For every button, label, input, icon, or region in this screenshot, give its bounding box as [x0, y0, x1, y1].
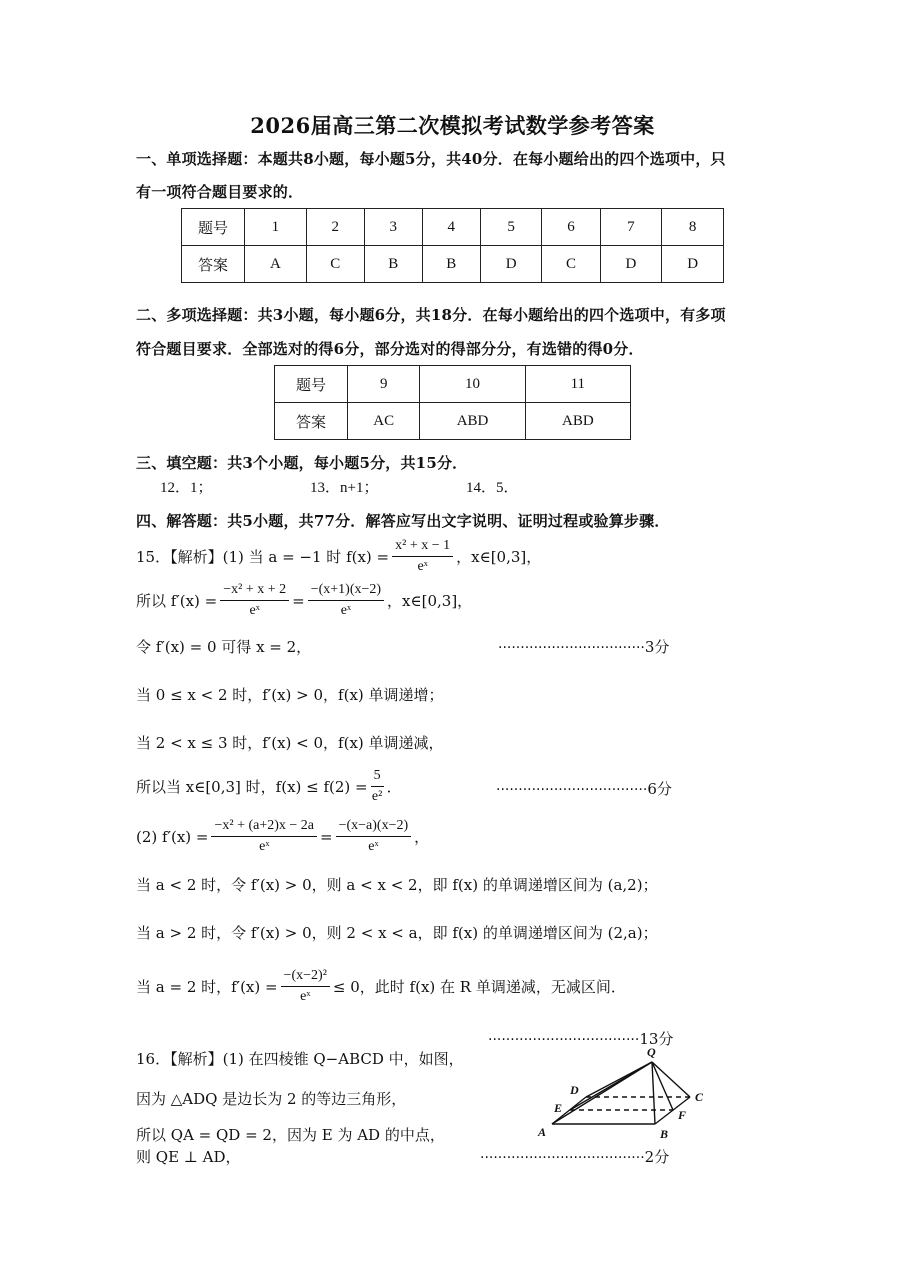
- edge-QF: [652, 1062, 673, 1110]
- table-cell: D: [480, 246, 542, 283]
- numerator: 5: [371, 766, 384, 787]
- table-cell: A: [245, 246, 307, 283]
- table-cell: ABD: [420, 403, 525, 440]
- section3-heading: 三、填空题：共3个小题，每小题5分，共15分．: [136, 454, 468, 472]
- table-cell: 5: [480, 209, 542, 246]
- q16-line2: 因为 △ADQ 是边长为 2 的等边三角形，: [136, 1090, 407, 1108]
- label-E: E: [554, 1101, 563, 1115]
- section4-heading: 四、解答题：共5小题，共77分．解答应写出文字说明、证明过程或验算步骤．: [136, 512, 670, 530]
- denominator: eˣ: [417, 559, 428, 574]
- label-C: C: [695, 1090, 704, 1104]
- q15-domain: ，x∈[0,3]，: [456, 548, 542, 566]
- fill-answer-12: 12．1；: [160, 480, 213, 496]
- q15-line6-pre: 所以当 x∈[0,3] 时，f(x) ≤ f(2) =: [136, 778, 368, 796]
- fraction: [211, 816, 317, 857]
- table-row: [275, 403, 631, 440]
- denominator: eˣ: [300, 989, 311, 1004]
- table-cell: 6: [542, 209, 600, 246]
- edge-QC: [652, 1062, 690, 1097]
- edge-QE: [570, 1062, 652, 1110]
- table-cell: 8: [662, 209, 724, 246]
- q15-line4: 当 0 ≤ x < 2 时，f′(x) > 0，f(x) 单调递增；: [136, 686, 444, 704]
- dot-leader: ··································: [488, 1032, 640, 1048]
- table-cell: 7: [600, 209, 662, 246]
- table-cell: 9: [348, 366, 420, 403]
- numerator: −(x−2)²: [281, 966, 330, 987]
- section2-heading-line1: 二、多项选择题：共3小题，每小题6分，共18分．在每小题给出的四个选项中，有多项: [136, 306, 726, 324]
- denominator: e²: [371, 789, 383, 804]
- section1-answer-table: [181, 208, 724, 283]
- page-title: 2026届高三第二次模拟考试数学参考答案: [250, 113, 655, 138]
- fraction: [308, 580, 384, 621]
- row-label: 答案: [275, 403, 348, 440]
- table-cell: 1: [245, 209, 307, 246]
- score-label: 3分: [644, 638, 670, 656]
- section1-heading-line2: 有一项符合题目要求的．: [136, 183, 304, 201]
- fraction: [336, 816, 412, 857]
- fraction: [220, 580, 289, 621]
- comma: ，: [414, 828, 430, 846]
- fill-answer-13: 13．n+1；: [310, 480, 379, 496]
- q15-line10: [136, 966, 626, 1007]
- q15-line2-pre: 所以 f′(x) =: [136, 592, 218, 610]
- table-cell: 4: [422, 209, 480, 246]
- row-label: 题号: [275, 366, 348, 403]
- table-cell: B: [422, 246, 480, 283]
- table-cell: D: [600, 246, 662, 283]
- score-label: 6分: [647, 780, 672, 798]
- q15-line6: [136, 766, 402, 807]
- denominator: eˣ: [249, 603, 260, 618]
- q16-line3: 所以 QA = QD = 2，因为 E 为 AD 的中点，: [136, 1126, 445, 1144]
- numerator: −(x+1)(x−2): [308, 580, 384, 601]
- section1-heading-line1: 一、单项选择题：本题共8小题，每小题5分，共40分．在每小题给出的四个选项中，只: [136, 150, 726, 168]
- table-cell: 2: [306, 209, 364, 246]
- label-F: F: [678, 1108, 687, 1122]
- fraction: [392, 536, 453, 577]
- score-label: 2分: [644, 1148, 670, 1166]
- dot-leader: ··································: [496, 782, 648, 798]
- q15-line10-post: ≤ 0，此时 f(x) 在 R 单调递减，无减区间．: [332, 978, 626, 996]
- pyramid-figure: [530, 1042, 730, 1146]
- table-row: [275, 366, 631, 403]
- table-cell: C: [542, 246, 600, 283]
- denominator: eˣ: [259, 839, 270, 854]
- q15-line7-pre: (2) f′(x) =: [136, 827, 209, 846]
- q15-line2: [136, 580, 472, 621]
- row-label: 答案: [182, 246, 245, 283]
- score-line: [496, 778, 672, 799]
- denominator: eˣ: [368, 839, 379, 854]
- table-cell: 3: [364, 209, 422, 246]
- label-B: B: [660, 1127, 669, 1141]
- table-cell: 11: [525, 366, 630, 403]
- q16-line4: 则 QE ⊥ AD，: [136, 1148, 241, 1166]
- score-label: 13分: [639, 1030, 674, 1048]
- q15-line7: [136, 816, 429, 857]
- numerator: −(x−a)(x−2): [336, 816, 412, 837]
- numerator: −x² + x + 2: [220, 580, 289, 601]
- fill-answer-14: 14．5．: [466, 480, 519, 496]
- score-line: [480, 1146, 669, 1167]
- label-A: A: [538, 1125, 547, 1139]
- fraction: [281, 966, 330, 1007]
- table-row: [182, 209, 724, 246]
- q15-line3: 令 f′(x) = 0 可得 x = 2，: [136, 638, 312, 656]
- period: ．: [386, 778, 402, 796]
- denominator: eˣ: [340, 603, 351, 618]
- table-cell: D: [662, 246, 724, 283]
- section2-answer-table: [274, 365, 631, 440]
- q15-line1: [136, 536, 541, 577]
- dot-leader: ·····································: [480, 1150, 645, 1166]
- row-label: 题号: [182, 209, 245, 246]
- section2-heading-line2: 符合题目要求．全部选对的得6分，部分选对的得部分分，有选错的得0分．: [136, 340, 644, 358]
- table-cell: C: [306, 246, 364, 283]
- table-cell: 10: [420, 366, 525, 403]
- table-cell: AC: [348, 403, 420, 440]
- table-cell: ABD: [525, 403, 630, 440]
- dot-leader: ·································: [498, 640, 645, 656]
- table-row: [182, 246, 724, 283]
- equals-sign: =: [320, 827, 333, 846]
- q15-line10-pre: 当 a = 2 时，f′(x) =: [136, 978, 278, 996]
- q15-domain: ，x∈[0,3]，: [387, 592, 473, 610]
- label-Q: Q: [647, 1045, 656, 1059]
- table-cell: B: [364, 246, 422, 283]
- q16-line1: 16．【解析】(1) 在四棱锥 Q−ABCD 中，如图，: [136, 1050, 464, 1068]
- label-D: D: [570, 1083, 579, 1097]
- equals-sign: =: [292, 591, 305, 610]
- numerator: x² + x − 1: [392, 536, 453, 557]
- q15-line9: 当 a > 2 时，令 f′(x) > 0，则 2 < x < a，即 f(x) 的单调递增区间为 (2,a)；: [136, 924, 658, 942]
- q15-line8: 当 a < 2 时，令 f′(x) > 0，则 a < x < 2，即 f(x) 的单调递增区间为 (a,2)；: [136, 876, 658, 894]
- numerator: −x² + (a+2)x − 2a: [211, 816, 317, 837]
- edge-QB: [652, 1062, 655, 1124]
- q15-line5: 当 2 < x ≤ 3 时，f′(x) < 0，f(x) 单调递减，: [136, 734, 444, 752]
- q15-intro: 15．【解析】(1) 当 a = −1 时 f(x) =: [136, 548, 390, 566]
- score-line: [498, 636, 669, 657]
- fraction: [371, 766, 384, 807]
